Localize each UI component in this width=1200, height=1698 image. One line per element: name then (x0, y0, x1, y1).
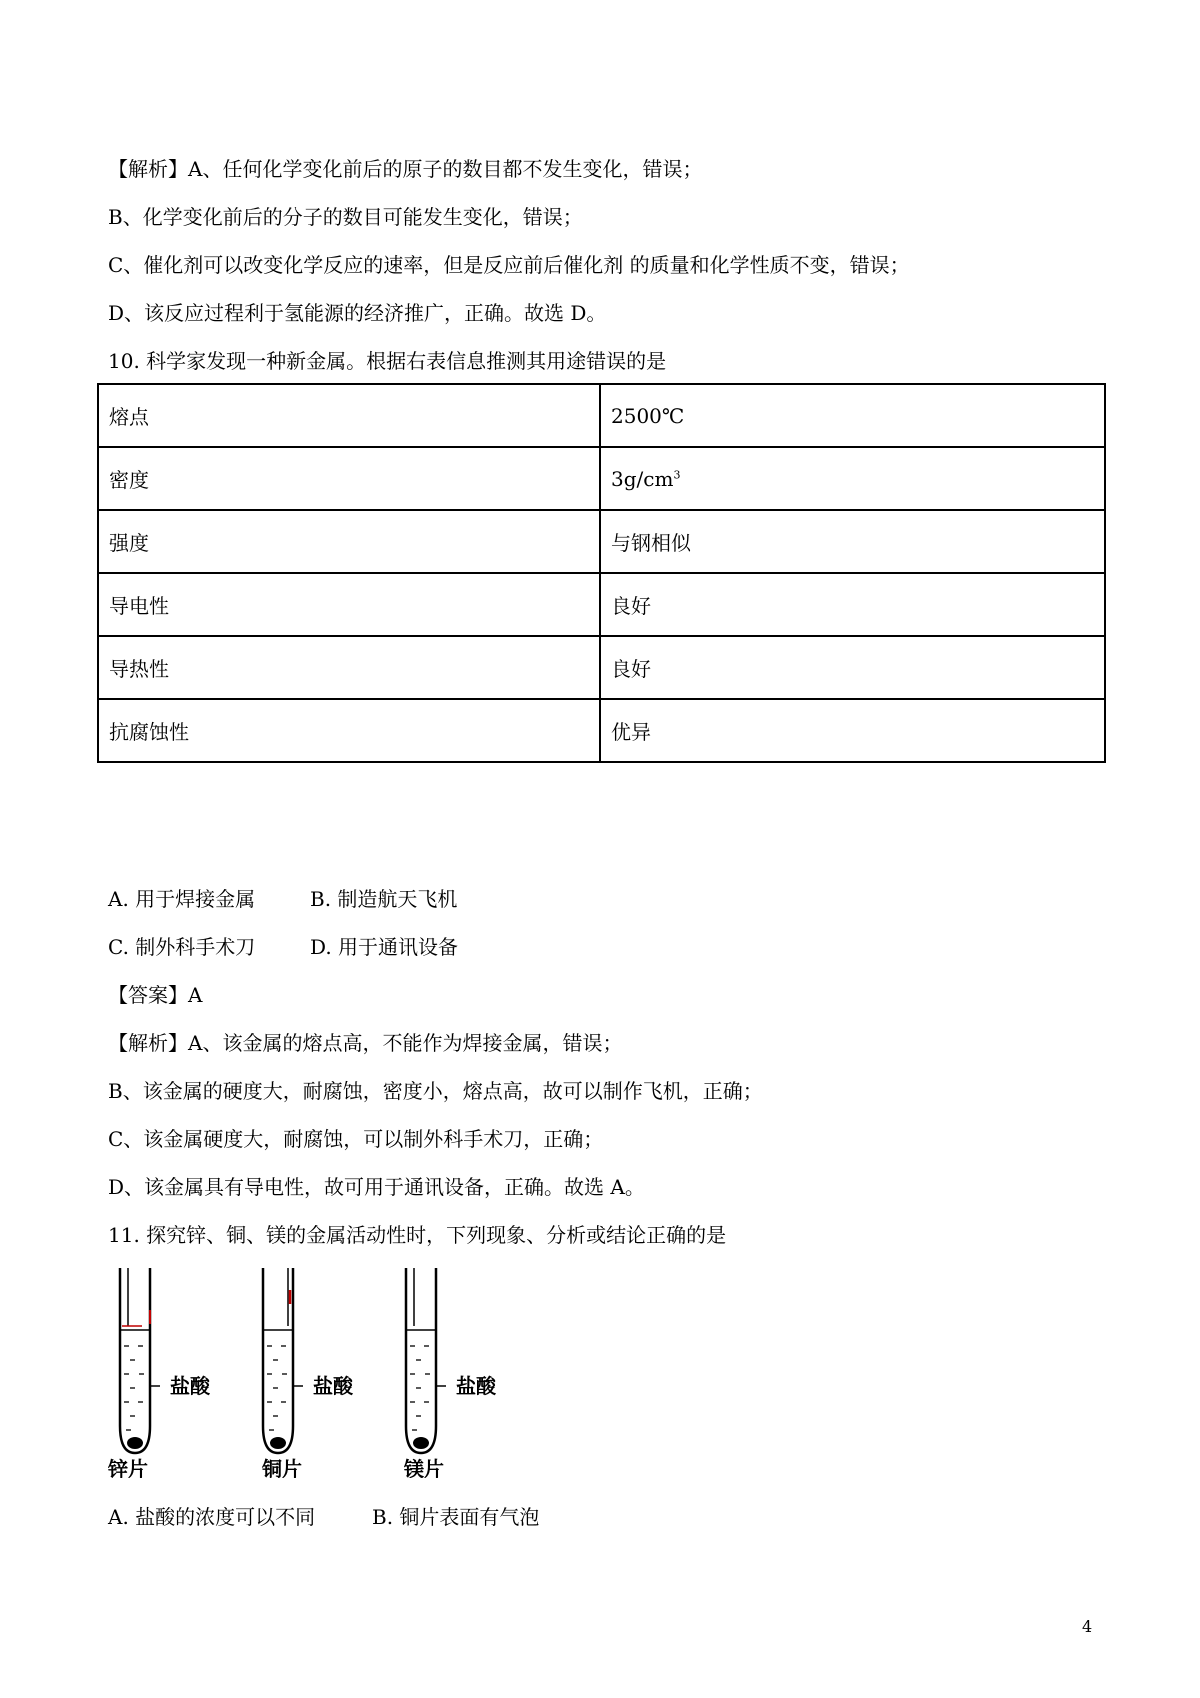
value-cell: 良好 (600, 573, 1105, 636)
q11-option-a: A. 盐酸的浓度可以不同 (108, 1505, 316, 1529)
q10-analysis-line-2: B、该金属的硬度大，耐腐蚀，密度小，熔点高，故可以制作飞机，正确； (108, 1079, 763, 1103)
q11-option-b: B. 铜片表面有气泡 (372, 1505, 540, 1529)
test-tubes-figure (108, 1268, 528, 1478)
q9-analysis-line-4: D、该反应过程利于氢能源的经济推广，正确。故选 D。 (108, 301, 607, 325)
q10-option-c: C. 制外科手术刀 (108, 935, 256, 959)
table-row (98, 573, 1105, 636)
table-row (98, 510, 1105, 573)
q10-option-b: B. 制造航天飞机 (310, 887, 458, 911)
property-cell: 强度 (98, 510, 600, 573)
value-cell: 优异 (600, 699, 1105, 762)
property-cell: 熔点 (98, 384, 600, 447)
table-row (98, 384, 1105, 447)
q9-analysis-line-2: B、化学变化前后的分子的数目可能发生变化，错误； (108, 205, 583, 229)
acid-label: 盐酸 (170, 1374, 210, 1398)
q9-analysis-line-1: 【解析】A、任何化学变化前后的原子的数目都不发生变化，错误； (108, 157, 703, 181)
q10-answer: 【答案】A (108, 983, 203, 1007)
metal-properties-table (97, 383, 1106, 763)
q10-analysis-line-1: 【解析】A、该金属的熔点高，不能作为焊接金属，错误； (108, 1031, 623, 1055)
q9-analysis-line-3: C、催化剂可以改变化学反应的速率，但是反应前后催化剂 的质量和化学性质不变，错误； (108, 253, 910, 277)
property-cell: 密度 (98, 447, 600, 510)
q10-analysis-line-4: D、该金属具有导电性，故可用于通讯设备，正确。故选 A。 (108, 1175, 645, 1199)
value-cell: 良好 (600, 636, 1105, 699)
q10-stem: 10. 科学家发现一种新金属。根据右表信息推测其用途错误的是 (108, 349, 667, 373)
table-row (98, 699, 1105, 762)
copper-tube (261, 1268, 354, 1478)
property-cell: 抗腐蚀性 (98, 699, 600, 762)
property-cell: 导热性 (98, 636, 600, 699)
density-exponent: 3 (673, 467, 681, 481)
table-row (98, 636, 1105, 699)
magnesium-tube (403, 1268, 497, 1478)
q10-analysis-line-3: C、该金属硬度大，耐腐蚀，可以制外科手术刀，正确； (108, 1127, 604, 1151)
q10-option-a: A. 用于焊接金属 (108, 887, 256, 911)
property-cell: 导电性 (98, 573, 600, 636)
zinc-tube (108, 1268, 211, 1478)
value-cell: 与钢相似 (600, 510, 1105, 573)
zinc-label: 锌片 (108, 1457, 148, 1478)
acid-label: 盐酸 (456, 1374, 496, 1398)
q10-option-d: D. 用于通讯设备 (310, 935, 459, 959)
page-number: 4 (1082, 1617, 1093, 1636)
table-row (98, 447, 1105, 510)
acid-label: 盐酸 (313, 1374, 353, 1398)
copper-label: 铜片 (262, 1457, 302, 1478)
q11-stem: 11. 探究锌、铜、镁的金属活动性时，下列现象、分析或结论正确的是 (108, 1223, 727, 1247)
density-value: 3g/cm (611, 466, 674, 491)
value-cell (600, 447, 1105, 510)
magnesium-label: 镁片 (404, 1457, 444, 1478)
value-cell: 2500℃ (600, 384, 1105, 447)
